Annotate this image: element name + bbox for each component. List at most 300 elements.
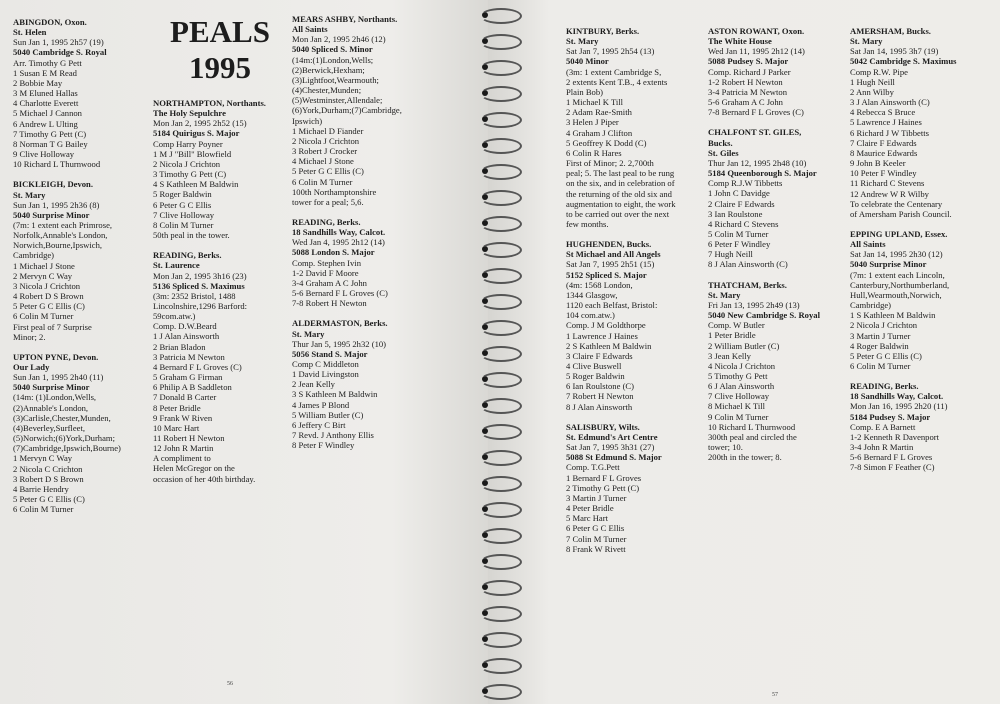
peal-line: 2 Ann Wilby bbox=[850, 86, 894, 97]
binding-ring bbox=[480, 580, 520, 594]
peal-line: 2 Adam Rae-Smith bbox=[566, 107, 632, 118]
binding-ring bbox=[480, 60, 520, 74]
peal-heading: THATCHAM, Berks. bbox=[708, 279, 787, 290]
peal-line: (3m: 1 extent Cambridge S, bbox=[566, 66, 662, 77]
peal-line: Norfolk,Annable's London, bbox=[13, 230, 108, 241]
peal-heading: St. Mary bbox=[708, 289, 741, 300]
peal-line: 3 Jean Kelly bbox=[708, 350, 751, 361]
peal-line: 4 Michael J Stone bbox=[292, 156, 354, 167]
peal-method: 5040 Cambridge S. Royal bbox=[13, 47, 107, 58]
peal-line: 9 Frank W Riven bbox=[153, 412, 213, 423]
column-4 bbox=[566, 26, 676, 564]
peal-line: (7m: 1 extent each Primrose, bbox=[13, 219, 113, 230]
peal-line: (3)Carlisle,Chester,Munden, bbox=[13, 412, 111, 423]
peal-line: 6 Jeffery C Birt bbox=[292, 419, 346, 430]
peal-line: First peal of 7 Surprise bbox=[13, 321, 92, 332]
binding-ring bbox=[480, 138, 520, 152]
binding-ring bbox=[480, 424, 520, 438]
peal-heading: HUGHENDEN, Bucks. bbox=[566, 239, 652, 250]
peal-line: 1 Michael J Stone bbox=[13, 260, 75, 271]
peal-line: 1 M J "Bill" Blowfield bbox=[153, 148, 232, 159]
peal-line: 3 J Alan Ainsworth (C) bbox=[850, 97, 930, 108]
peal-line: 50th peal in the tower. bbox=[153, 230, 230, 241]
peal-entry bbox=[566, 26, 676, 229]
peal-line: Plain Bob) bbox=[566, 86, 604, 97]
peal-line: 1 Lawrence J Haines bbox=[566, 330, 638, 341]
peal-line: 2 Brian Bladon bbox=[153, 341, 206, 352]
peal-line: (14m: (1)London,Wells, bbox=[13, 392, 97, 403]
peal-line: 3 Helen J Piper bbox=[566, 117, 619, 128]
column-3 bbox=[292, 14, 402, 460]
peal-heading: CHALFONT ST. GILES, bbox=[708, 127, 802, 138]
binding-ring bbox=[480, 86, 520, 100]
peal-line: 4 James P Blond bbox=[292, 399, 350, 410]
peal-heading: AMERSHAM, Bucks. bbox=[850, 26, 931, 36]
peal-heading: READING, Berks. bbox=[292, 216, 361, 227]
peal-entry bbox=[292, 318, 402, 450]
peal-line: on the six, and in celebration of bbox=[566, 178, 675, 189]
peal-line: 2 Jean Kelly bbox=[292, 379, 335, 390]
peal-line: Sun Jan 1, 1995 2h40 (11) bbox=[13, 372, 104, 383]
peal-line: the returning of the old six and bbox=[566, 188, 672, 199]
peal-line: 8 Peter F Windley bbox=[292, 440, 355, 451]
peal-line: Fri Jan 13, 1995 2h49 (13) bbox=[708, 299, 800, 310]
binding-ring bbox=[480, 112, 520, 126]
peal-line: 4 Bernard F L Groves (C) bbox=[153, 361, 242, 372]
peal-entry bbox=[566, 422, 676, 554]
peal-method: 5152 Spliced S. Major bbox=[566, 269, 647, 280]
peal-line: Lincolnshire,1296 Barford: bbox=[153, 300, 248, 311]
peal-line: 6 Colin M Turner bbox=[13, 311, 74, 322]
peal-heading: BICKLEIGH, Devon. bbox=[13, 179, 93, 190]
peal-line: Sat Jan 14, 1995 2h30 (12) bbox=[850, 249, 943, 260]
peal-line: 200th in the tower; 8. bbox=[708, 452, 782, 463]
binding-ring bbox=[480, 476, 520, 490]
peal-line: 10 Peter F Windley bbox=[850, 168, 917, 179]
peal-line: (7m: 1 extent each Lincoln, bbox=[850, 269, 945, 280]
peal-line: 6 Peter F Windley bbox=[708, 239, 771, 250]
peal-line: Sun Jan 1, 1995 2h36 (8) bbox=[13, 199, 100, 210]
peal-line: Wed Jan 4, 1995 2h12 (14) bbox=[292, 237, 385, 248]
binding-ring bbox=[480, 268, 520, 282]
peal-line: 3-4 Graham A C John bbox=[292, 277, 367, 288]
peal-line: 8 Colin M Turner bbox=[153, 219, 214, 230]
peal-line: Hull,Wearmouth,Norwich, bbox=[850, 289, 942, 300]
peal-heading: St. Mary bbox=[566, 36, 599, 47]
peal-line: 1-2 David F Moore bbox=[292, 267, 359, 278]
peal-line: 1 Bernard F L Groves bbox=[566, 472, 642, 483]
peal-line: (4)Chester,Munden; bbox=[292, 85, 362, 96]
peal-line: 6 Colin M Turner bbox=[850, 361, 911, 371]
peal-entry bbox=[153, 98, 266, 240]
peal-line: 5 Roger Baldwin bbox=[566, 371, 625, 382]
peal-line: 3 Timothy G Pett (C) bbox=[153, 169, 227, 180]
peal-line: 4 Charlotte Everett bbox=[13, 98, 79, 109]
peal-entry bbox=[566, 239, 676, 412]
peal-line: Comp. E A Barnett bbox=[850, 421, 916, 432]
peal-line: Arr. Timothy G Pett bbox=[13, 57, 82, 68]
peal-line: 2 William Butler (C) bbox=[708, 340, 780, 351]
peal-line: 10 Richard L Thurnwood bbox=[708, 421, 796, 432]
peal-line: 6 Richard J W Tibbetts bbox=[850, 127, 929, 138]
peal-line: 5 Geoffrey K Dodd (C) bbox=[566, 137, 647, 148]
peal-line: 6 Colin M Turner bbox=[13, 504, 74, 515]
peal-line: (7)Cambridge,Ipswich,Bourne) bbox=[13, 443, 121, 454]
peal-entry bbox=[708, 127, 820, 269]
peal-line: 5 Marc Hart bbox=[566, 513, 608, 524]
peal-heading: St. Laurence bbox=[153, 260, 200, 271]
peal-heading: Our Lady bbox=[13, 362, 50, 372]
peal-line: Comp. J M Goldthorpe bbox=[566, 320, 646, 331]
peal-line: 3 Patricia M Newton bbox=[153, 351, 225, 362]
peal-line: 1 John C Davidge bbox=[708, 188, 770, 199]
peal-line: (4m: 1568 London, bbox=[566, 279, 633, 290]
peal-line: 6 Ian Roulstone (C) bbox=[566, 381, 635, 392]
peal-entry bbox=[850, 26, 956, 219]
peal-line: 4 Roger Baldwin bbox=[850, 340, 909, 351]
peal-line: 2 extents Kent T.B., 4 extents bbox=[566, 76, 668, 87]
peal-heading: St. Giles bbox=[708, 147, 739, 158]
peal-method: 5184 Quirigus S. Major bbox=[153, 128, 240, 139]
peal-method: 5040 Surprise Minor bbox=[13, 382, 90, 393]
peal-line: 7-8 Bernard F L Groves (C) bbox=[708, 107, 804, 118]
page-number-left: 56 bbox=[227, 681, 233, 687]
peal-line: 12 John R Martin bbox=[153, 443, 214, 454]
peal-line: 2 Nicola C Crichton bbox=[13, 463, 83, 474]
peal-line: Comp. W Butler bbox=[708, 320, 765, 331]
peal-line: 5 William Butler (C) bbox=[292, 409, 364, 420]
peal-line: 1 Susan E M Read bbox=[13, 67, 77, 78]
binding-ring bbox=[480, 8, 520, 22]
peal-method: 5088 London S. Major bbox=[292, 247, 375, 258]
peal-line: 4 Rebecca S Bruce bbox=[850, 107, 916, 118]
peal-line: 300th peal and circled the bbox=[708, 431, 797, 442]
peal-line: 6 Colin M Turner bbox=[292, 176, 353, 187]
peal-line: Sun Jan 1, 1995 2h57 (19) bbox=[13, 37, 104, 48]
peal-line: Sat Jan 7, 1995 2h51 (15) bbox=[566, 259, 655, 270]
binding-ring bbox=[480, 450, 520, 464]
peal-line: 8 J Alan Ainsworth (C) bbox=[708, 259, 788, 270]
peal-heading: UPTON PYNE, Devon. bbox=[13, 351, 99, 362]
peal-heading: NORTHAMPTON, Northants. bbox=[153, 98, 266, 108]
peal-line: Cambridge) bbox=[13, 250, 55, 261]
peal-line: 100th Northamptonshire bbox=[292, 186, 377, 197]
peal-line: 1 Peter Bridle bbox=[708, 330, 756, 341]
peal-heading: St. Mary bbox=[13, 189, 46, 200]
binding-ring bbox=[480, 684, 520, 698]
peal-line: 4 Barrie Hendry bbox=[13, 483, 69, 494]
peal-method: 5184 Pudsey S. Major bbox=[850, 411, 931, 422]
binding-ring bbox=[480, 190, 520, 204]
peal-method: 5040 Surprise Minor bbox=[13, 209, 90, 220]
peal-entry bbox=[708, 280, 820, 463]
peal-line: 3 Robert J Crocker bbox=[292, 146, 358, 157]
peal-line: 1 Michael D Fiander bbox=[292, 125, 364, 136]
peal-method: 5056 Stand S. Major bbox=[292, 348, 368, 359]
peal-heading: St. Mary bbox=[292, 328, 325, 339]
spiral-binding bbox=[476, 0, 524, 704]
binding-ring bbox=[480, 632, 520, 646]
peal-line: Cambridge) bbox=[850, 300, 892, 311]
peal-line: 9 Clive Holloway bbox=[13, 149, 75, 160]
peal-entry bbox=[153, 250, 266, 484]
peal-line: Comp Harry Poyner bbox=[153, 138, 223, 149]
peal-line: 4 Clive Buswell bbox=[566, 361, 622, 371]
peal-line: Mon Jan 2, 1995 2h46 (12) bbox=[292, 34, 386, 45]
peal-heading: St. Mary bbox=[850, 36, 883, 47]
peal-line: 7 Robert H Newton bbox=[566, 391, 634, 402]
peal-line: 6 Andrew L Ulting bbox=[13, 118, 78, 129]
peal-line: 5 Timothy G Pett bbox=[708, 371, 768, 381]
peal-line: 2 Nicola J Crichton bbox=[292, 135, 360, 146]
peal-line: 2 S Kathleen M Baldwin bbox=[566, 340, 652, 351]
peal-method: 5136 Spliced S. Maximus bbox=[153, 280, 245, 291]
peal-line: 8 Maurice Edwards bbox=[850, 147, 918, 158]
peal-line: 7 Timothy G Pett (C) bbox=[13, 128, 87, 139]
peal-line: 4 Graham J Clifton bbox=[566, 127, 633, 138]
peal-heading: St. Edmund's Art Centre bbox=[566, 431, 658, 442]
peal-line: 1 J Alan Ainsworth bbox=[153, 331, 220, 342]
peal-line: 1 Hugh Neill bbox=[850, 76, 895, 87]
peal-line: Helen McGregor on the bbox=[153, 463, 235, 474]
binding-ring bbox=[480, 554, 520, 568]
peal-entry bbox=[13, 352, 121, 515]
peal-line: Sat Jan 14, 1995 3h7 (19) bbox=[850, 46, 939, 57]
peal-line: Sat Jan 7, 1995 2h54 (13) bbox=[566, 46, 655, 57]
peal-heading: The White House bbox=[708, 36, 772, 47]
peal-line: tower; 10. bbox=[708, 442, 743, 453]
peal-line: 5 Graham G Firman bbox=[153, 372, 223, 383]
peal-entry bbox=[292, 217, 402, 308]
peal-line: Comp R.J.W Tibbetts bbox=[708, 178, 783, 189]
peal-line: 6 Colin R Hares bbox=[566, 147, 622, 158]
peal-line: 6 J Alan Ainsworth bbox=[708, 381, 775, 392]
peal-line: 1 Michael K Till bbox=[566, 97, 624, 108]
peal-line: 7 Hugh Neill bbox=[708, 249, 753, 260]
peal-line: 2 Mervyn C Way bbox=[13, 270, 73, 281]
peal-line: (2)Annable's London, bbox=[13, 402, 89, 413]
peal-line: 59com.atw.) bbox=[153, 311, 196, 322]
peal-method: 5088 St Edmund S. Major bbox=[566, 452, 662, 463]
peal-heading: READING, Berks. bbox=[850, 381, 919, 392]
peal-line: (14m:(1)London,Wells; bbox=[292, 54, 374, 65]
peal-line: Ipswich) bbox=[292, 115, 323, 126]
peal-line: 2 Bobbie May bbox=[13, 77, 63, 88]
peal-line: 8 Peter Bridle bbox=[153, 402, 201, 413]
column-2 bbox=[153, 98, 266, 494]
peal-line: Comp R.W. Pipe bbox=[850, 66, 908, 77]
peal-line: 9 Colin M Turner bbox=[708, 411, 769, 422]
peal-heading: KINTBURY, Berks. bbox=[566, 26, 640, 36]
binding-ring bbox=[480, 528, 520, 542]
peal-line: 1 David Livingston bbox=[292, 369, 359, 380]
binding-ring bbox=[480, 606, 520, 620]
peal-line: Comp. Stephen Ivin bbox=[292, 257, 361, 268]
binding-ring bbox=[480, 502, 520, 516]
peal-line: 8 Michael K Till bbox=[708, 401, 766, 412]
peal-line: Canterbury,Northumberland, bbox=[850, 279, 950, 290]
binding-ring bbox=[480, 372, 520, 386]
peal-line: 5 Lawrence J Haines bbox=[850, 117, 922, 128]
peal-heading: MEARS ASHBY, Northants. bbox=[292, 14, 398, 24]
peal-line: 1120 each Belfast, Bristol: bbox=[566, 300, 658, 311]
peal-line: First of Minor; 2. 2,700th bbox=[566, 158, 654, 169]
binding-ring bbox=[480, 398, 520, 412]
peal-line: 7 Claire F Edwards bbox=[850, 137, 917, 148]
peal-line: 1-2 Kenneth R Davenport bbox=[850, 431, 940, 442]
peal-entry bbox=[13, 179, 121, 342]
peal-line: 4 Robert D S Brown bbox=[13, 291, 84, 302]
peal-heading: ALDERMASTON, Berks. bbox=[292, 318, 388, 329]
peal-line: To celebrate the Centenary bbox=[850, 198, 943, 209]
peal-method: 5042 Cambridge S. Maximus bbox=[850, 56, 957, 67]
peal-heading: 18 Sandhills Way, Calcot. bbox=[292, 227, 386, 238]
peal-line: 6 Philip A B Saddleton bbox=[153, 382, 232, 393]
peal-line: 2 Nicola J Crichton bbox=[850, 320, 918, 331]
column-5 bbox=[708, 26, 820, 472]
peal-line: 3 Ian Roulstone bbox=[708, 208, 763, 219]
peal-method: 5040 Surprise Minor bbox=[850, 259, 927, 270]
title-line-year: 1995 bbox=[189, 50, 251, 85]
peal-method: 5040 Minor bbox=[566, 56, 609, 67]
peal-line: Comp. T.G.Pett bbox=[566, 462, 620, 473]
peal-line: 3 S Kathleen M Baldwin bbox=[292, 389, 378, 400]
peal-heading: The Holy Sepulchre bbox=[153, 108, 226, 119]
title-line-peals: PEALS bbox=[170, 14, 270, 49]
peal-line: 8 Norman T G Bailey bbox=[13, 138, 88, 149]
binding-ring bbox=[480, 164, 520, 178]
peal-line: 3-4 John R Martin bbox=[850, 442, 914, 453]
peal-heading: 18 Sandhills Way, Calcot. bbox=[850, 391, 944, 402]
peal-line: 3 Nicola J Crichton bbox=[13, 280, 81, 291]
peal-line: 3 Martin J Turner bbox=[566, 492, 627, 503]
binding-ring bbox=[480, 242, 520, 256]
peal-line: 5 Colin M Turner bbox=[708, 228, 769, 239]
peal-method: 5088 Pudsey S. Major bbox=[708, 56, 789, 67]
peal-line: 5-6 Bernard F L Groves (C) bbox=[292, 288, 388, 299]
peal-entry bbox=[292, 14, 402, 207]
peal-line: 11 Robert H Newton bbox=[153, 433, 225, 443]
peal-line: (5)Norwich;(6)York,Durham; bbox=[13, 433, 115, 444]
peal-line: Comp. D.W.Beard bbox=[153, 321, 217, 332]
peal-line: 2 Nicola J Crichton bbox=[153, 158, 221, 169]
binding-ring bbox=[480, 320, 520, 334]
peal-method: 5040 Spliced S. Minor bbox=[292, 44, 373, 55]
peal-line: 8 Frank W Rivett bbox=[566, 543, 626, 554]
peal-line: 5 Michael J Cannon bbox=[13, 108, 82, 119]
peal-line: 7 Clive Holloway bbox=[708, 391, 770, 402]
peal-heading: ASTON ROWANT, Oxon. bbox=[708, 26, 805, 36]
peal-line: 7 Clive Holloway bbox=[153, 209, 215, 220]
peal-line: 3 M Eluned Hallas bbox=[13, 88, 78, 99]
peal-entry bbox=[13, 17, 121, 169]
peal-line: 5-6 Bernard F L Groves bbox=[850, 452, 933, 463]
binding-ring bbox=[480, 294, 520, 308]
peal-line: Mon Jan 16, 1995 2h20 (11) bbox=[850, 401, 948, 412]
peal-entry bbox=[708, 26, 820, 117]
peal-line: 7-8 Simon F Feather (C) bbox=[850, 462, 935, 473]
peal-line: 5 Roger Baldwin bbox=[153, 189, 212, 200]
peal-method: 5040 New Cambridge S. Royal bbox=[708, 310, 820, 321]
peal-line: 1 Mervyn C Way bbox=[13, 453, 73, 464]
peal-line: Sat Jan 7, 1995 3h31 (27) bbox=[566, 442, 655, 453]
peal-heading: EPPING UPLAND, Essex. bbox=[850, 228, 948, 239]
peal-line: (5)Westminster,Allendale; bbox=[292, 95, 383, 106]
peal-heading: READING, Berks. bbox=[153, 250, 222, 261]
peal-line: 10 Marc Hart bbox=[153, 422, 200, 433]
peal-line: A compliment to bbox=[153, 453, 211, 464]
peal-line: to be carried out over the next bbox=[566, 208, 670, 219]
peal-line: 3 Martin J Turner bbox=[850, 330, 911, 341]
peal-heading: St. Helen bbox=[13, 27, 47, 38]
peal-heading: ABINGDON, Oxon. bbox=[13, 17, 87, 27]
peal-line: 5 Peter G C Ellis (C) bbox=[13, 301, 85, 312]
peal-line: 1344 Glasgow, bbox=[566, 289, 618, 300]
peal-line: peal; 5. The last peal to be rung bbox=[566, 168, 675, 179]
peal-line: occasion of her 40th birthday. bbox=[153, 473, 256, 484]
peal-line: 3 Claire F Edwards bbox=[566, 350, 633, 361]
peal-line: Thur Jan 12, 1995 2h48 (10) bbox=[708, 157, 807, 168]
peal-line: 7 Donald B Carter bbox=[153, 392, 217, 403]
peal-line: 11 Richard C Stevens bbox=[850, 178, 925, 189]
peal-line: few months. bbox=[566, 218, 609, 229]
peal-line: tower for a peal; 5,6. bbox=[292, 196, 364, 207]
peal-line: 4 Richard C Stevens bbox=[708, 218, 779, 229]
peal-line: 10 Richard L Thurnwood bbox=[13, 159, 101, 170]
peal-line: 5 Peter G C Ellis (C) bbox=[850, 350, 922, 361]
peal-entry bbox=[850, 229, 956, 371]
peal-entry bbox=[850, 381, 956, 472]
binding-ring bbox=[480, 34, 520, 48]
peal-line: 7 Revd. J Anthony Ellis bbox=[292, 430, 374, 441]
peal-line: 7 Colin M Turner bbox=[566, 533, 627, 544]
column-6 bbox=[850, 26, 956, 483]
peal-line: 104 com.atw.) bbox=[566, 310, 615, 321]
peal-line: augmentation to eight, the work bbox=[566, 198, 676, 209]
peal-line: Mon Jan 2, 1995 3h16 (23) bbox=[153, 270, 247, 281]
peal-line: 6 Peter G C Ellis bbox=[566, 523, 625, 534]
peal-line: 9 John B Keeler bbox=[850, 158, 906, 169]
peal-line: (4)Beverley,Surfleet, bbox=[13, 422, 85, 433]
peal-line: Comp C Middleton bbox=[292, 359, 359, 369]
peal-line: 2 Claire F Edwards bbox=[708, 198, 775, 209]
peal-line: 1 S Kathleen M Baldwin bbox=[850, 310, 936, 321]
column-1 bbox=[13, 17, 121, 524]
peal-line: Mon Jan 2, 1995 2h52 (15) bbox=[153, 118, 247, 129]
peal-line: 5 Peter G C Ellis (C) bbox=[292, 166, 364, 177]
peal-heading: Bucks. bbox=[708, 137, 733, 148]
peal-line: 2 Timothy G Pett (C) bbox=[566, 482, 640, 493]
peal-line: 3-4 Patricia M Newton bbox=[708, 86, 787, 97]
peal-line: 12 Andrew W R Wilby bbox=[850, 188, 929, 199]
peal-heading: SALISBURY, Wilts. bbox=[566, 421, 640, 432]
peal-line: 4 S Kathleen M Baldwin bbox=[153, 179, 239, 190]
peal-line: Thur Jan 5, 1995 2h32 (10) bbox=[292, 338, 387, 349]
peal-heading: All Saints bbox=[292, 24, 328, 35]
peal-method: 5184 Queenborough S. Major bbox=[708, 168, 817, 179]
peal-line: of Amersham Parish Council. bbox=[850, 208, 952, 219]
peal-line: (3m: 2352 Bristol, 1488 bbox=[153, 290, 236, 301]
peal-line: Minor; 2. bbox=[13, 331, 46, 342]
peal-line: (6)York,Durham;(7)Cambridge, bbox=[292, 105, 402, 116]
peal-heading: St Michael and All Angels bbox=[566, 249, 661, 260]
peal-line: 4 Nicola J Crichton bbox=[708, 360, 776, 371]
peal-line: (2)Berwick,Hexham; bbox=[292, 64, 365, 75]
peal-line: 6 Peter G C Ellis bbox=[153, 199, 212, 210]
peal-line: 7-8 Robert H Newton bbox=[292, 298, 367, 309]
peal-line: 5 Peter G C Ellis (C) bbox=[13, 494, 85, 505]
peal-line: 3 Robert D S Brown bbox=[13, 473, 84, 484]
